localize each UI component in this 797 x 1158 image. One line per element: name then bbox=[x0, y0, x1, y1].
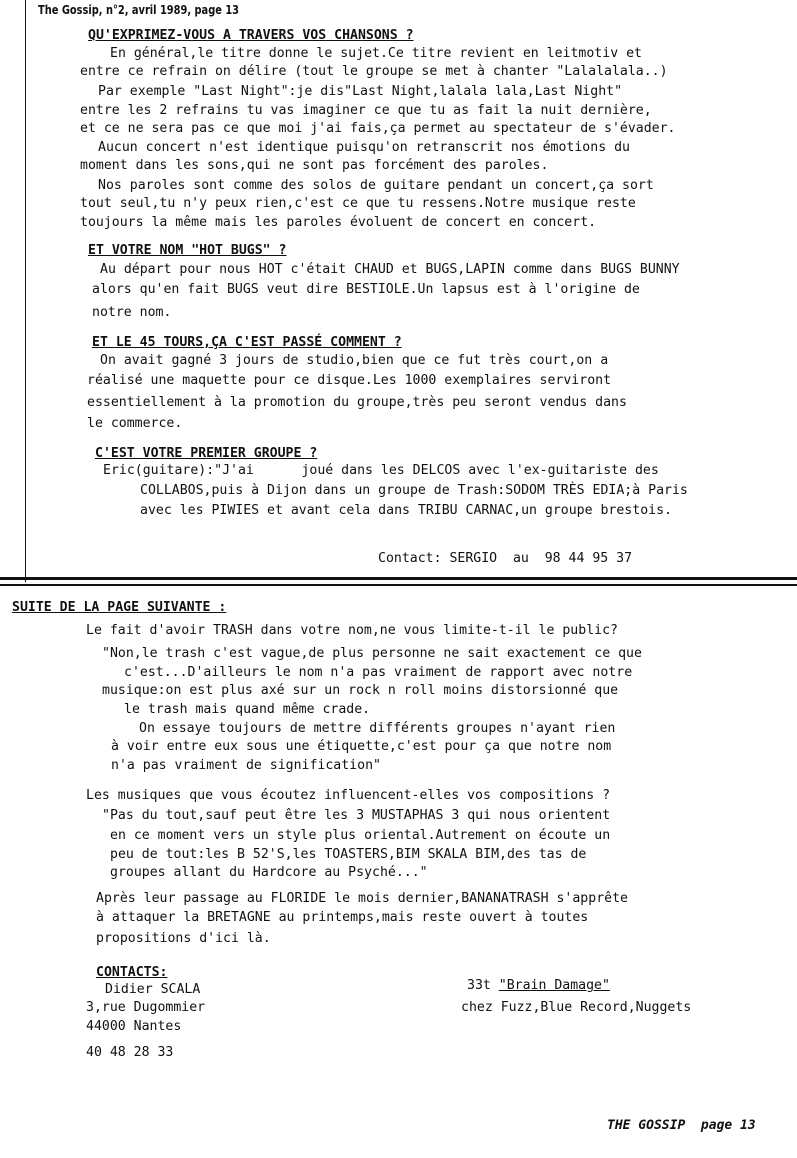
answer-line: peu de tout:les B 52'S,les TOASTERS,BIM SKALA BIM,des tas de bbox=[110, 847, 587, 862]
record-shops: chez Fuzz,Blue Record,Nuggets bbox=[461, 1000, 692, 1015]
closing-line: à attaquer la BRETAGNE au printemps,mais reste ouvert à toutes bbox=[96, 910, 589, 925]
contact-line: 44000 Nantes bbox=[86, 1019, 182, 1034]
answer-line: moment dans les sons,qui ne sont pas forcément des paroles. bbox=[80, 158, 549, 173]
answer-line: le commerce. bbox=[87, 416, 183, 431]
section-divider-bottom bbox=[0, 584, 797, 586]
answer-line: groupes allant du Hardcore au Psyché..." bbox=[110, 865, 428, 880]
contact-line: Didier SCALA bbox=[105, 982, 201, 997]
answer-line: entre ce refrain on délire (tout le groupe se met à chanter "Lalalalala..) bbox=[80, 64, 668, 79]
question-trash-name: Le fait d'avoir TRASH dans votre nom,ne vous limite-t-il le public? bbox=[86, 623, 618, 638]
running-header: The Gossip, n°2, avril 1989, page 13 bbox=[38, 3, 240, 17]
record-title: "Brain Damage" bbox=[498, 978, 610, 993]
section-divider-top bbox=[0, 577, 797, 580]
closing-line: propositions d'ici là. bbox=[96, 931, 271, 946]
answer-line: n'a pas vraiment de signification" bbox=[111, 758, 381, 773]
closing-line: Après leur passage au FLORIDE le mois dernier,BANANATRASH s'apprête bbox=[96, 891, 628, 906]
answer-line: Par exemple "Last Night":je dis"Last Night,lalala lala,Last Night" bbox=[98, 84, 623, 99]
answer-line: On essaye toujours de mettre différents groupes n'ayant rien bbox=[139, 721, 616, 736]
answer-line: en ce moment vers un style plus oriental.Autrement on écoute un bbox=[110, 828, 611, 843]
answer-line: musique:on est plus axé sur un rock n roll moins distorsionné que bbox=[102, 683, 619, 698]
answer-line: En général,le titre donne le sujet.Ce titre revient en leitmotiv et bbox=[110, 46, 642, 61]
record-format: 33t bbox=[467, 978, 499, 993]
answer-line: à voir entre eux sous une étiquette,c'est pour ça que notre nom bbox=[111, 739, 612, 754]
answer-line: "Non,le trash c'est vague,de plus personne ne sait exactement ce que bbox=[102, 646, 642, 661]
continuation-heading: SUITE DE LA PAGE SUIVANTE : bbox=[12, 600, 227, 615]
page-footer: THE GOSSIP page 13 bbox=[607, 1118, 756, 1133]
answer-line: et ce ne sera pas ce que moi j'ai fais,ça permet au spectateur de s'évader. bbox=[80, 121, 676, 136]
answer-line: On avait gagné 3 jours de studio,bien que ce fut très court,on a bbox=[100, 353, 609, 368]
answer-line: Eric(guitare):"J'ai joué dans les DELCOS avec l'ex-guitariste des bbox=[103, 463, 659, 478]
answer-line: essentiellement à la promotion du groupe,très peu seront vendus dans bbox=[87, 395, 627, 410]
answer-line: Aucun concert n'est identique puisqu'on retranscrit nos émotions du bbox=[98, 140, 630, 155]
answer-line: entre les 2 refrains tu vas imaginer ce que tu as fait la nuit dernière, bbox=[80, 103, 652, 118]
interview-question: QU'EXPRIMEZ-VOUS A TRAVERS VOS CHANSONS ? bbox=[88, 28, 414, 43]
question-influences: Les musiques que vous écoutez influencent-elles vos compositions ? bbox=[86, 788, 611, 803]
contact-sergio: Contact: SERGIO au 98 44 95 37 bbox=[378, 551, 633, 566]
answer-line: COLLABOS,puis à Dijon dans un groupe de Trash:SODOM TRÈS EDIA;à Paris bbox=[140, 483, 688, 498]
answer-line: avec les PIWIES et avant cela dans TRIBU CARNAC,un groupe brestois. bbox=[140, 503, 672, 518]
interview-question: C'EST VOTRE PREMIER GROUPE ? bbox=[95, 446, 318, 461]
answer-line: Nos paroles sont comme des solos de guitare pendant un concert,ça sort bbox=[98, 178, 654, 193]
answer-line: alors qu'en fait BUGS veut dire BESTIOLE.Un lapsus est à l'origine de bbox=[92, 282, 640, 297]
interview-question: ET LE 45 TOURS,ÇA C'EST PASSÉ COMMENT ? bbox=[92, 335, 402, 350]
interview-question: ET VOTRE NOM "HOT BUGS" ? bbox=[88, 243, 287, 258]
left-margin-rule bbox=[25, 0, 26, 582]
contacts-heading: CONTACTS: bbox=[96, 965, 168, 980]
answer-line: "Pas du tout,sauf peut être les 3 MUSTAPHAS 3 qui nous orientent bbox=[102, 808, 611, 823]
answer-line: tout seul,tu n'y peux rien,c'est ce que tu ressens.Notre musique reste bbox=[80, 196, 636, 211]
answer-line: toujours la même mais les paroles évoluent de concert en concert. bbox=[80, 215, 597, 230]
contacts-record bbox=[467, 976, 610, 995]
answer-line: notre nom. bbox=[92, 305, 172, 320]
contact-line: 40 48 28 33 bbox=[86, 1045, 174, 1060]
answer-line: Au départ pour nous HOT c'était CHAUD et BUGS,LAPIN comme dans BUGS BUNNY bbox=[100, 262, 680, 277]
contact-line: 3,rue Dugommier bbox=[86, 1000, 206, 1015]
answer-line: c'est...D'ailleurs le nom n'a pas vraiment de rapport avec notre bbox=[124, 665, 633, 680]
answer-line: réalisé une maquette pour ce disque.Les 1000 exemplaires serviront bbox=[87, 373, 612, 388]
answer-line: le trash mais quand même crade. bbox=[124, 702, 371, 717]
